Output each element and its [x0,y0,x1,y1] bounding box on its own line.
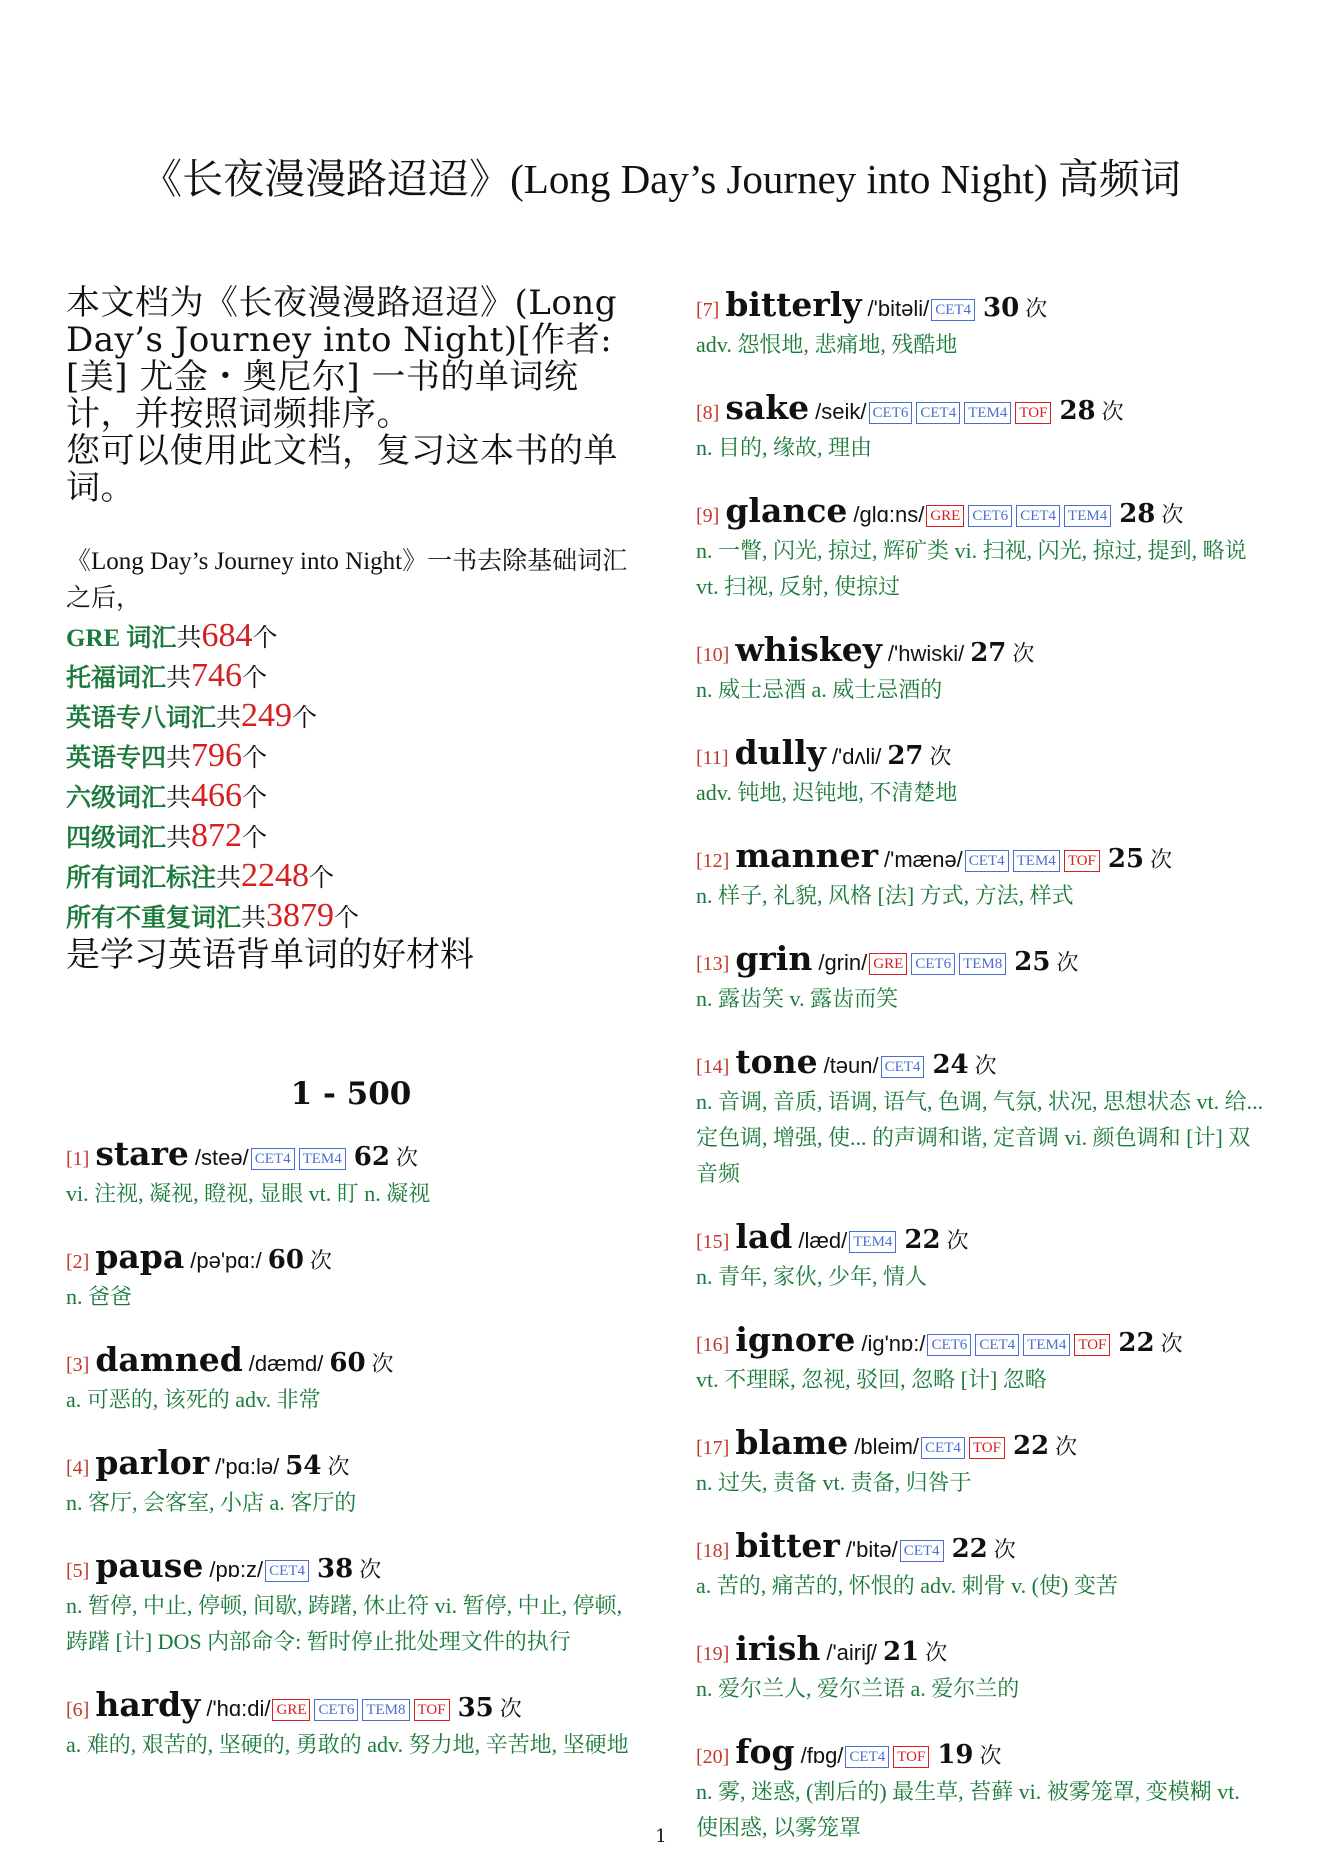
entry-count-unit: 次 [993,1538,1016,1563]
stats-block [66,543,636,974]
entry-index: [12] [696,850,730,872]
entry-word: papa [95,1237,185,1276]
word-entry [66,1443,636,1521]
exam-tag-badge: TOF [1074,1334,1110,1356]
entry-phonetic: /bleim/ [854,1434,920,1459]
entry-phonetic: /təun/ [823,1053,879,1078]
entry-word: irish [735,1629,821,1668]
entry-count: 21 [883,1637,920,1667]
stat-mid: 共 [176,625,202,652]
entry-word: dully [734,733,826,772]
entry-head [696,1320,1266,1362]
entry-count: 62 [353,1142,390,1172]
entry-definition: vt. 不理睬, 忽视, 驳回, 忽略 [计] 忽略 [696,1367,1047,1392]
entry-count: 60 [329,1348,366,1378]
exam-tag-badge: GRE [926,505,964,527]
entry-phonetic: /pə'pɑ:/ [190,1248,262,1273]
word-entry [696,1423,1266,1501]
entry-word: tone [735,1042,818,1081]
right-column [696,285,1266,1871]
stat-unit: 个 [334,905,360,932]
entry-phonetic: /pɒ:z/ [209,1557,264,1582]
entry-index: [15] [696,1231,730,1253]
entry-phonetic: /steə/ [194,1145,249,1170]
entry-index: [9] [696,505,720,527]
exam-tag-badge: CET6 [927,1334,971,1356]
exam-tag-badge: TOF [893,1746,929,1768]
stat-number: 796 [191,737,243,774]
entry-head [66,1685,636,1727]
entry-head [696,1217,1266,1259]
entry-word: manner [735,836,878,875]
entry-count: 28 [1059,396,1096,426]
stats-lead: 《Long Day’s Journey into Night》一书去除基础词汇之后， [66,548,628,612]
entry-count: 38 [317,1554,354,1584]
entry-count-unit: 次 [499,1697,522,1722]
entry-index: [10] [696,644,730,666]
stats-list [66,617,636,937]
entry-word: stare [95,1134,189,1173]
stat-row [66,857,636,897]
entry-count: 25 [1014,947,1051,977]
stat-mid: 共 [166,785,192,812]
entry-head [66,1340,636,1382]
entry-definition: n. 威士忌酒 a. 威士忌酒的 [696,677,943,702]
entry-definition: a. 可恶的, 该死的 adv. 非常 [66,1387,321,1412]
entry-count: 22 [1118,1328,1155,1358]
exam-tag-badge: TEM4 [1013,850,1060,872]
entry-count: 25 [1107,844,1145,874]
exam-tag-badge: TEM4 [1023,1334,1070,1356]
word-entry [696,630,1266,708]
entry-count-unit: 次 [1025,297,1048,322]
word-entry [696,1320,1266,1398]
entry-phonetic: /'bitə/ [845,1537,898,1562]
entry-head [66,1546,636,1588]
exam-tag-badge: CET4 [975,1334,1019,1356]
entry-definition: n. 过失, 责备 vt. 责备, 归咎于 [696,1470,972,1495]
exam-tag-badge: CET6 [869,402,913,424]
entry-count: 22 [1012,1431,1050,1461]
entry-count: 22 [951,1534,988,1564]
entry-count: 27 [970,638,1007,668]
stat-number: 684 [201,617,253,654]
entry-count-unit: 次 [359,1558,382,1583]
entry-phonetic: /ig'nɒ:/ [861,1331,926,1356]
exam-tag-badge: TOF [969,1437,1005,1459]
stat-label: 六级词汇 [66,785,167,812]
entry-phonetic: /læd/ [798,1228,848,1253]
word-entry [66,1340,636,1418]
exam-tag-badge: CET4 [265,1560,309,1582]
entry-count-unit: 次 [1012,642,1035,667]
entry-word: hardy [95,1685,201,1724]
intro-block [66,285,636,507]
word-entry [696,1629,1266,1707]
word-entry [696,388,1266,466]
exam-tag-badge: GRE [869,953,907,975]
entry-index: [16] [696,1334,730,1356]
stat-number: 3879 [266,897,335,934]
exam-tag-badge: TEM4 [849,1231,896,1253]
exam-tag-badge: CET4 [900,1540,944,1562]
entry-word: fog [735,1732,795,1771]
entry-phonetic: /glɑ:ns/ [853,502,925,527]
exam-tag-badge: TEM4 [964,402,1011,424]
stat-mid: 共 [166,665,192,692]
entry-word: bitterly [725,285,862,324]
entry-definition: n. 雾, 迷惑, (割后的) 最生草, 苔藓 vi. 被雾笼罩, 变模糊 vt. 使困惑, 以雾笼罩 [696,1779,1240,1840]
entry-count-unit: 次 [371,1352,394,1377]
stat-number: 746 [191,657,243,694]
stats-footer: 是学习英语背单词的好材料 [66,937,474,974]
exam-tag-badge: CET6 [314,1699,358,1721]
entry-word: grin [735,939,813,978]
entry-count-unit: 次 [974,1054,997,1079]
word-entry [696,836,1266,914]
entry-head [696,1526,1266,1568]
exam-tag-badge: TOF [414,1699,450,1721]
entry-definition: n. 音调, 音质, 语调, 语气, 色调, 气氛, 状况, 思想状态 vt. 给... 定色调, 增强, 使... 的声调和谐, 定音调 vi. 颜色调和 [计] 双音频 [696,1089,1264,1186]
entries-left [66,1134,636,1763]
entry-head [696,939,1266,981]
entry-count: 28 [1119,499,1156,529]
entry-index: [4] [66,1457,90,1479]
entry-count-unit: 次 [1161,503,1184,528]
entry-count-unit: 次 [929,745,952,770]
entry-definition: n. 青年, 家伙, 少年, 情人 [696,1264,928,1289]
entry-count-unit: 次 [1055,1435,1078,1460]
exam-tag-badge: CET4 [1016,505,1060,527]
entry-definition: a. 难的, 艰苦的, 坚硬的, 勇敢的 adv. 努力地, 辛苦地, 坚硬地 [66,1732,629,1757]
entry-head [696,388,1266,430]
entry-word: bitter [735,1526,840,1565]
word-entry [696,1042,1266,1192]
entry-index: [19] [696,1643,730,1665]
entry-count: 19 [937,1740,974,1770]
entry-head [696,1042,1266,1084]
entry-phonetic: /fɒg/ [800,1743,844,1768]
exam-tag-badge: CET4 [881,1056,925,1078]
entry-definition: n. 露齿笑 v. 露齿而笑 [696,986,899,1011]
word-entry [696,733,1266,811]
stat-mid: 共 [166,745,192,772]
exam-tag-badge: TEM8 [362,1699,409,1721]
word-entry [696,491,1266,605]
stat-unit: 个 [292,705,318,732]
entry-index: [7] [696,299,720,321]
stat-number: 2248 [241,857,310,894]
entry-index: [11] [696,747,729,769]
stat-mid: 共 [241,905,267,932]
word-entry [66,1134,636,1212]
exam-tag-badge: CET4 [965,850,1009,872]
page-number: 1 [655,1826,667,1847]
exam-tag-badge: TOF [1015,402,1051,424]
entry-count-unit: 次 [309,1249,332,1274]
stat-number: 249 [241,697,293,734]
stat-unit: 个 [252,625,278,652]
stat-row [66,897,636,937]
entry-word: ignore [735,1320,856,1359]
entries-right [696,285,1266,1846]
entry-phonetic: /dæmd/ [248,1351,324,1376]
entry-count: 27 [887,741,924,771]
entry-index: [1] [66,1148,90,1170]
stat-unit: 个 [242,785,268,812]
entry-count: 54 [285,1451,322,1481]
entry-index: [3] [66,1354,90,1376]
stat-row [66,617,636,657]
stat-label: 所有不重复词汇 [66,905,242,932]
word-entry [66,1237,636,1315]
entry-phonetic: /'dʌli/ [831,744,882,769]
stat-row [66,777,636,817]
entry-count-unit: 次 [979,1744,1002,1769]
stat-label: 英语专四 [66,745,167,772]
stat-row [66,697,636,737]
entry-index: [5] [66,1560,90,1582]
entry-head [66,1134,636,1176]
word-entry [66,1685,636,1763]
entry-phonetic: /'hɑ:di/ [206,1696,271,1721]
entry-phonetic: /seik/ [815,399,867,424]
stat-unit: 个 [309,865,335,892]
stat-number: 872 [191,817,243,854]
exam-tag-badge: CET4 [916,402,960,424]
stat-mid: 共 [216,865,242,892]
entry-word: lad [735,1217,793,1256]
word-entry [696,285,1266,363]
word-entry [696,1526,1266,1604]
stat-unit: 个 [242,745,268,772]
entry-phonetic: /grin/ [818,950,868,975]
entry-definition: n. 客厅, 会客室, 小店 a. 客厅的 [66,1490,357,1515]
stat-row [66,737,636,777]
entry-head [66,1443,636,1485]
entry-definition: n. 爸爸 [66,1284,133,1309]
entry-definition: vi. 注视, 凝视, 瞪视, 显眼 vt. 盯 n. 凝视 [66,1181,431,1206]
entry-head [696,630,1266,672]
stat-label: 四级词汇 [66,825,167,852]
word-entry [696,1217,1266,1295]
stat-row [66,657,636,697]
entry-word: blame [735,1423,849,1462]
entry-definition: n. 目的, 缘故, 理由 [696,435,873,460]
stat-unit: 个 [242,825,268,852]
entry-word: whiskey [735,630,882,669]
entry-word: parlor [95,1443,210,1482]
entry-definition: n. 一瞥, 闪光, 掠过, 辉矿类 vi. 扫视, 闪光, 掠过, 提到, 略说 vt. 扫视, 反射, 使掠过 [696,538,1247,599]
entry-count: 30 [983,293,1020,323]
entry-head [696,285,1266,327]
exam-tag-badge: TOF [1064,850,1100,872]
exam-tag-badge: TEM4 [299,1148,346,1170]
exam-tag-badge: CET6 [968,505,1012,527]
entry-count: 35 [457,1693,494,1723]
entry-count: 24 [932,1050,969,1080]
stat-label: GRE 词汇 [66,625,177,652]
entry-head [696,733,1266,775]
intro-paragraph-2: 您可以使用此文档，复习这本书的单词。 [66,431,618,508]
entry-definition: a. 苦的, 痛苦的, 怀恨的 adv. 刺骨 v. (使) 变苦 [696,1573,1118,1598]
entry-index: [14] [696,1056,730,1078]
stat-number: 466 [191,777,243,814]
word-entry [696,939,1266,1017]
exam-tag-badge: CET4 [251,1148,295,1170]
entry-definition: adv. 钝地, 迟钝地, 不清楚地 [696,780,958,805]
exam-tag-badge: CET6 [911,953,955,975]
entry-count-unit: 次 [1101,400,1124,425]
exam-tag-badge: TEM8 [959,953,1006,975]
entry-phonetic: /'mænə/ [884,847,963,872]
entry-count-unit: 次 [395,1146,418,1171]
entry-head [696,491,1266,533]
stat-unit: 个 [242,665,268,692]
entry-head [696,836,1266,878]
entry-head [696,1629,1266,1671]
entry-definition: n. 样子, 礼貌, 风格 [法] 方式, 方法, 样式 [696,883,1074,908]
entry-phonetic: /'bitəli/ [867,296,930,321]
entry-word: sake [725,388,810,427]
exam-tag-badge: TEM4 [1064,505,1111,527]
entry-phonetic: /'pɑ:lə/ [215,1454,280,1479]
entry-head [66,1237,636,1279]
entry-count-unit: 次 [925,1641,948,1666]
stat-label: 英语专八词汇 [66,705,217,732]
entry-phonetic: /'airiʃ/ [826,1640,878,1665]
entry-index: [13] [696,953,730,975]
exam-tag-badge: CET4 [931,299,975,321]
entry-count-unit: 次 [1150,848,1173,873]
exam-tag-badge: GRE [272,1699,310,1721]
entry-count-unit: 次 [1056,951,1079,976]
entry-count-unit: 次 [327,1455,350,1480]
entry-index: [6] [66,1699,90,1721]
entry-index: [8] [696,402,720,424]
entry-count-unit: 次 [946,1229,969,1254]
entry-definition: adv. 怨恨地, 悲痛地, 残酷地 [696,332,958,357]
entry-definition: n. 暂停, 中止, 停顿, 间歇, 踌躇, 休止符 vi. 暂停, 中止, 停顿, 踌躇 [计] DOS 内部命令: 暂时停止批处理文件的执行 [66,1593,623,1654]
entry-count-unit: 次 [1160,1332,1183,1357]
entry-phonetic: /'hwiski/ [887,641,965,666]
word-entry [66,1546,636,1660]
stat-mid: 共 [216,705,242,732]
stat-row [66,817,636,857]
entry-count: 22 [904,1225,941,1255]
entry-index: [17] [696,1437,730,1459]
entry-count: 60 [267,1245,304,1275]
page-title: 《长夜漫漫路迢迢》(Long Day’s Journey into Night) 高频词 [141,156,1181,202]
stat-mid: 共 [166,825,192,852]
left-column [66,285,636,1788]
entry-index: [20] [696,1746,730,1768]
entry-index: [18] [696,1540,730,1562]
entry-word: glance [725,491,848,530]
exam-tag-badge: CET4 [845,1746,889,1768]
entry-index: [2] [66,1251,90,1273]
range-heading: 1 - 500 [290,1076,412,1112]
stat-label: 托福词汇 [66,665,167,692]
intro-paragraph: 本文档为《长夜漫漫路迢迢》(Long Day’s Journey into Night)[作者: [美] 尤金・奥尼尔] 一书的单词统计，并按照词频排序。 [66,283,617,434]
stat-label: 所有词汇标注 [66,865,217,892]
entry-definition: n. 爱尔兰人, 爱尔兰语 a. 爱尔兰的 [696,1676,1020,1701]
entry-word: damned [95,1340,243,1379]
entry-head [696,1732,1266,1774]
entry-word: pause [95,1546,204,1585]
exam-tag-badge: CET4 [921,1437,965,1459]
entry-head [696,1423,1266,1465]
